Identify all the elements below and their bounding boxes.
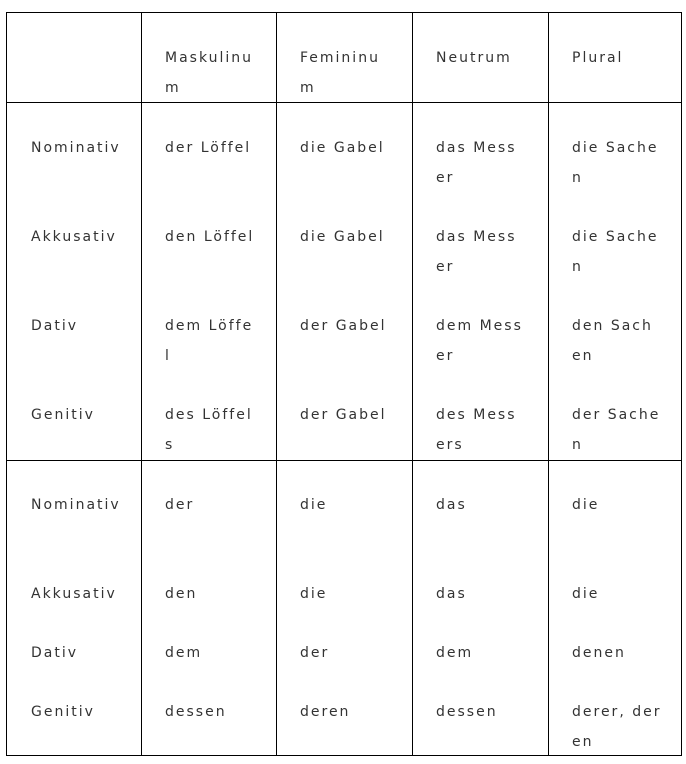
section2-case-nominativ: Nominativ	[31, 497, 121, 513]
section1-case-akkusativ: Akkusativ	[31, 229, 117, 245]
header-neutrum: Neutrum	[436, 50, 512, 66]
section2-femininum-genitiv: deren	[300, 704, 351, 720]
section1-neutrum-genitiv: des Messers	[436, 407, 517, 453]
header-maskulinum: Maskulinum	[165, 50, 254, 96]
section2-femininum-akkusativ: die	[300, 586, 328, 602]
section1-neutrum-akkusativ: das Messer	[436, 229, 517, 275]
section2-plural-akkusativ: die	[572, 586, 600, 602]
section1-femininum-dativ: der Gabel	[300, 318, 387, 334]
section2-plural-nominativ: die	[572, 497, 600, 513]
section2-maskulinum-nominativ: der	[165, 497, 195, 513]
section1-femininum-nominativ: die Gabel	[300, 140, 385, 156]
section2-neutrum-nominativ: das	[436, 497, 467, 513]
column-divider	[276, 13, 277, 755]
section1-femininum-genitiv: der Gabel	[300, 407, 387, 423]
section1-femininum-akkusativ: die Gabel	[300, 229, 385, 245]
declension-table	[6, 12, 682, 756]
section2-neutrum-akkusativ: das	[436, 586, 467, 602]
column-divider	[412, 13, 413, 755]
header-plural: Plural	[572, 50, 624, 66]
section1-plural-genitiv: der Sachen	[572, 407, 661, 453]
section1-plural-dativ: den Sachen	[572, 318, 653, 364]
section2-case-akkusativ: Akkusativ	[31, 586, 117, 602]
section2-case-dativ: Dativ	[31, 645, 79, 661]
section1-case-nominativ: Nominativ	[31, 140, 121, 156]
section1-case-dativ: Dativ	[31, 318, 79, 334]
column-divider	[548, 13, 549, 755]
section2-maskulinum-akkusativ: den	[165, 586, 198, 602]
section1-plural-nominativ: die Sachen	[572, 140, 659, 186]
section1-maskulinum-akkusativ: den Löffel	[165, 229, 255, 245]
section2-neutrum-dativ: dem	[436, 645, 474, 661]
section2-femininum-dativ: der	[300, 645, 330, 661]
section2-neutrum-genitiv: dessen	[436, 704, 498, 720]
section2-plural-dativ: denen	[572, 645, 626, 661]
header-femininum: Femininum	[300, 50, 380, 96]
section2-maskulinum-genitiv: dessen	[165, 704, 227, 720]
section1-case-genitiv: Genitiv	[31, 407, 95, 423]
section1-plural-akkusativ: die Sachen	[572, 229, 659, 275]
column-divider	[141, 13, 142, 755]
section1-maskulinum-genitiv: des Löffels	[165, 407, 253, 453]
section2-maskulinum-dativ: dem	[165, 645, 203, 661]
section1-neutrum-dativ: dem Messer	[436, 318, 523, 364]
section2-femininum-nominativ: die	[300, 497, 328, 513]
section-divider	[7, 460, 681, 461]
section1-maskulinum-nominativ: der Löffel	[165, 140, 252, 156]
section1-neutrum-nominativ: das Messer	[436, 140, 517, 186]
section1-maskulinum-dativ: dem Löffel	[165, 318, 254, 364]
section2-case-genitiv: Genitiv	[31, 704, 95, 720]
section2-plural-genitiv: derer, deren	[572, 704, 662, 750]
